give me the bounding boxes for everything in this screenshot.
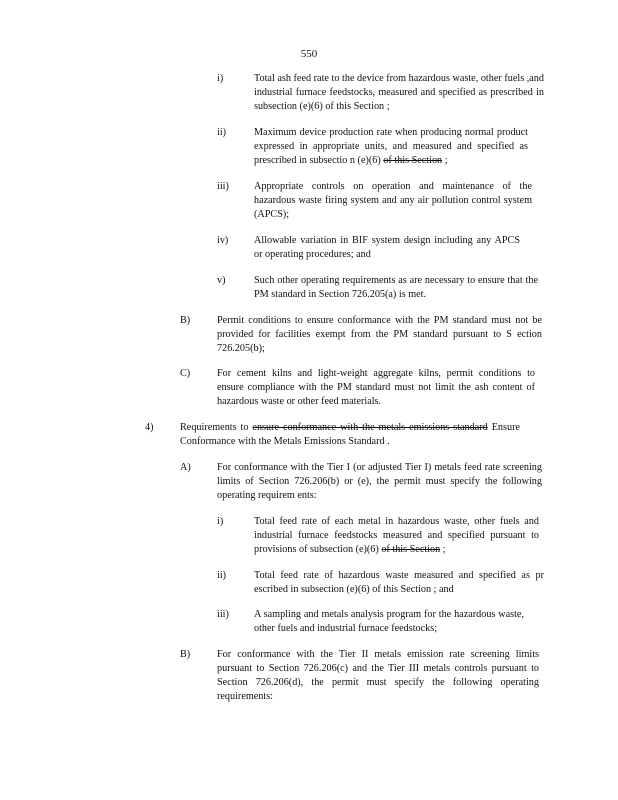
item-marker: B) (180, 649, 191, 660)
page-number: 550 (300, 48, 318, 60)
item-text: For conformance with the Tier I (or adjusted Tier I) metals feed rate screening limits of Section 726.206(b) or (e), the permit must specify the following operating requirem ents: (217, 462, 542, 501)
item-text (254, 515, 539, 557)
item-marker: ii) (217, 127, 227, 138)
item-marker: v) (217, 275, 226, 286)
item-text: For conformance with the Tier II metals emission rate screening limits pursuant to Section 726.206(c) and the Tier III metals controls pursuant to Section 726.206(d), the permit must specify the following operating requirements: (217, 649, 539, 702)
item-marker: 4) (145, 422, 154, 433)
item-marker: i) (217, 516, 224, 527)
item-text (254, 126, 528, 168)
item-text: A sampling and metals analysis program for the hazardous waste, other fuels and industrial furnace feedstocks; (254, 609, 524, 634)
item-text (180, 421, 520, 449)
struck-text: of this Section (381, 544, 441, 555)
item-text: Permit conditions to ensure conformance with the PM standard must not be provided for facilities exempt from the PM standard pursuant to S ection 726.205(b); (217, 315, 542, 354)
item-text-main: Requirements to (180, 422, 253, 433)
item-text: Total feed rate of hazardous waste measured and specified as pr escribed in subsection (e)(6) of this Section ; and (254, 570, 544, 595)
item-text-main: Maximum device production rate when producing normal product expressed in appropriate units, and measured and specified as prescribed in subsectio n (e)(6) (254, 127, 528, 166)
item-marker: C) (180, 368, 191, 379)
item-text: For cement kilns and light-weight aggregate kilns, permit conditions to ensure compliance with the PM standard must not limit the ash content of hazardous waste or other feed materials. (217, 368, 535, 407)
item-marker: ii) (217, 570, 227, 581)
item-text-main: Total feed rate of each metal in hazardous waste, other fuels and industrial furnace feedstocks measured and specified pursuant to provisions of subsection (e)(6) (254, 516, 539, 555)
item-text: Appropriate controls on operation and maintenance of the hazardous waste firing system and any air pollution control system (APCS); (254, 181, 532, 220)
item-marker: iii) (217, 181, 229, 192)
item-marker: iii) (217, 609, 229, 620)
item-marker: A) (180, 462, 191, 473)
struck-text: ensure conformance with the metals emissions standard (252, 422, 488, 433)
item-text-end: ; (440, 544, 446, 555)
item-text: Total ash feed rate to the device from hazardous waste, other fuels ,and industrial furnace feedstocks, measured and specified as prescribed in subsection (e)(6) of this Section ; (254, 73, 544, 112)
item-marker: iv) (217, 235, 229, 246)
item-marker: i) (217, 73, 224, 84)
item-text: Such other operating requirements as are necessary to ensure that the PM standard in Section 726.205(a) is met. (254, 275, 538, 300)
item-text: Allowable variation in BIF system design including any APCS or operating procedures; and (254, 235, 520, 260)
item-text-end: Ensure Conformance with the Metals Emissions Standard . (180, 422, 520, 447)
item-text-end: ; (442, 155, 448, 166)
item-marker: B) (180, 315, 191, 326)
struck-text: of this Section (383, 155, 443, 166)
